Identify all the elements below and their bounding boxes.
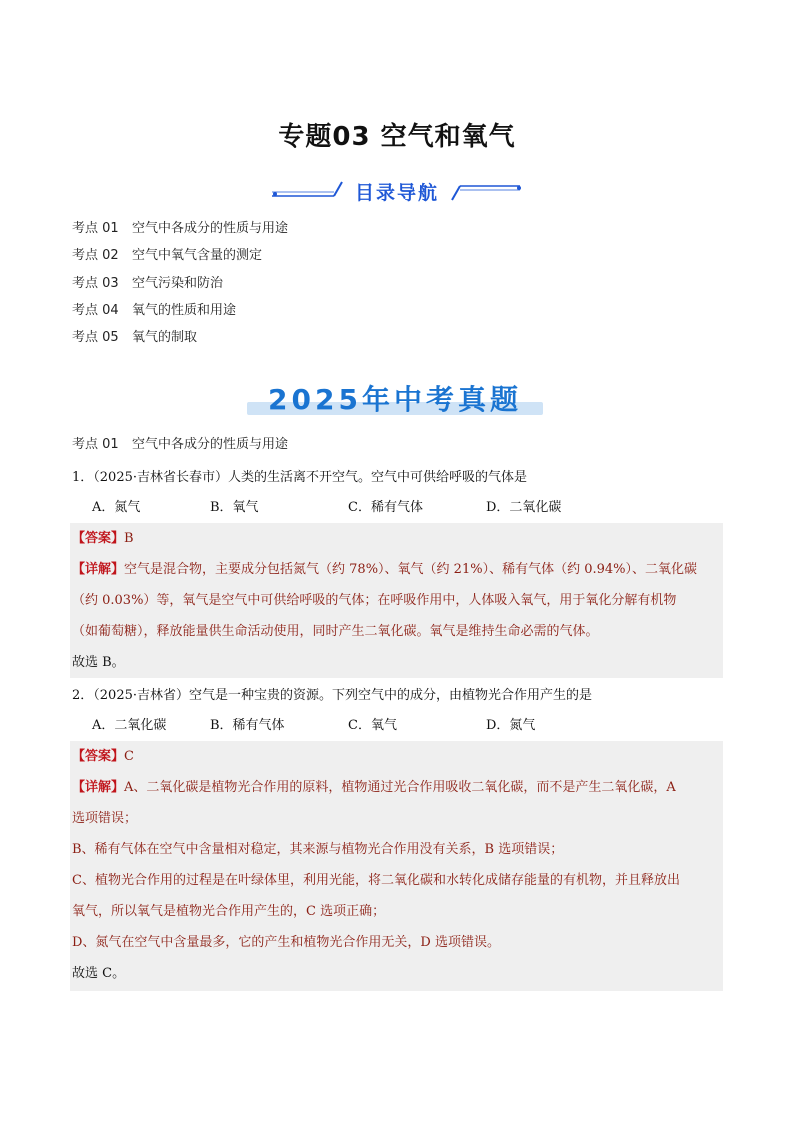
section-heading <box>72 433 288 452</box>
conclusion: 故选 B。 <box>72 655 125 670</box>
table-of-contents <box>72 219 288 355</box>
option-d: D．氮气 <box>486 718 536 733</box>
detail-line: 氧气，所以氧气是植物光合作用产生的，C 选项正确； <box>72 904 386 919</box>
toc-item[interactable] <box>72 328 288 355</box>
toc-item[interactable] <box>72 246 288 273</box>
toc-item-label: 氧气的性质和用途 <box>132 302 237 318</box>
toc-item-label: 空气中各成分的性质与用途 <box>132 221 289 236</box>
toc-item[interactable] <box>72 301 288 328</box>
toc-banner <box>272 176 522 206</box>
explanation-2 <box>72 772 724 989</box>
detail-tag: 【详解】 <box>72 780 125 795</box>
toc-item-code: 考点 01 <box>72 221 119 236</box>
question-2-stem: 2．（2025·吉林省）空气是一种宝贵的资源。下列空气中的成分，由植物光合作用产生的是 <box>72 688 592 703</box>
option-a: A．二氧化碳 <box>92 718 167 733</box>
detail-line: C、植物光合作用的过程是在叶绿体里，利用光能，将二氧化碳和水转化成储存能量的有机物，并且释放出 <box>72 873 680 888</box>
answer-tag: 【答案】 <box>72 531 125 546</box>
toc-item[interactable] <box>72 219 288 246</box>
option-b: B．氧气 <box>210 500 259 515</box>
option-c: C．稀有气体 <box>348 500 423 515</box>
detail-line: A、二氧化碳是植物光合作用的原料，植物通过光合作用吸收二氧化碳，而不是产生二氧化碳，A <box>124 780 676 795</box>
explanation-1 <box>72 554 724 678</box>
toc-banner-text: 目录导航 <box>354 182 439 204</box>
option-a: A．氮气 <box>92 500 141 515</box>
detail-line: （如葡萄糖），释放能量供生命活动使用，同时产生二氧化碳。氧气是维持生命必需的气体。 <box>72 624 599 639</box>
toc-item-label: 氧气的制取 <box>132 330 198 346</box>
detail-line: （约 0.03%）等，氧气是空气中可供给呼吸的气体；在呼吸作用中，人体吸入氧气，用于氧化分解有机物 <box>72 593 677 608</box>
option-c: C．氧气 <box>348 718 397 733</box>
question-1-stem: 1．（2025·吉林省长春市）人类的生活离不开空气。空气中可供给呼吸的气体是 <box>72 470 527 485</box>
toc-item-label: 空气中氧气含量的测定 <box>132 248 263 264</box>
year-banner <box>247 378 547 420</box>
year-banner-text: 2025年中考真题 <box>268 383 522 416</box>
toc-item-code: 考点 05 <box>72 330 119 346</box>
toc-item-label: 空气污染和防治 <box>132 275 224 291</box>
conclusion: 故选 C。 <box>72 966 126 981</box>
toc-item-code: 考点 04 <box>72 302 119 318</box>
answer-2 <box>72 741 722 772</box>
detail-line: B、稀有气体在空气中含量相对稳定，其来源与植物光合作用没有关系，B 选项错误； <box>72 842 564 857</box>
detail-line: 空气是混合物，主要成分包括氮气（约 78%）、氧气（约 21%）、稀有气体（约 0.94%）、二氧化碳 <box>124 562 698 577</box>
answer-value: B <box>124 531 134 546</box>
answer-1 <box>72 523 722 554</box>
toc-item[interactable] <box>72 274 288 301</box>
detail-tag: 【详解】 <box>72 562 125 577</box>
option-b: B．稀有气体 <box>210 718 285 733</box>
page-title: 专题03 空气和氧气 <box>278 122 516 152</box>
toc-item-code: 考点 03 <box>72 275 119 291</box>
section-label: 空气中各成分的性质与用途 <box>132 437 289 452</box>
toc-item-code: 考点 02 <box>72 248 119 264</box>
answer-value: C <box>124 749 134 764</box>
section-code: 考点 01 <box>72 437 119 452</box>
answer-tag: 【答案】 <box>72 749 125 764</box>
option-d: D．二氧化碳 <box>486 500 562 515</box>
detail-line: 选项错误； <box>72 811 138 826</box>
detail-line: D、氮气在空气中含量最多，它的产生和植物光合作用无关，D 选项错误。 <box>72 935 500 950</box>
